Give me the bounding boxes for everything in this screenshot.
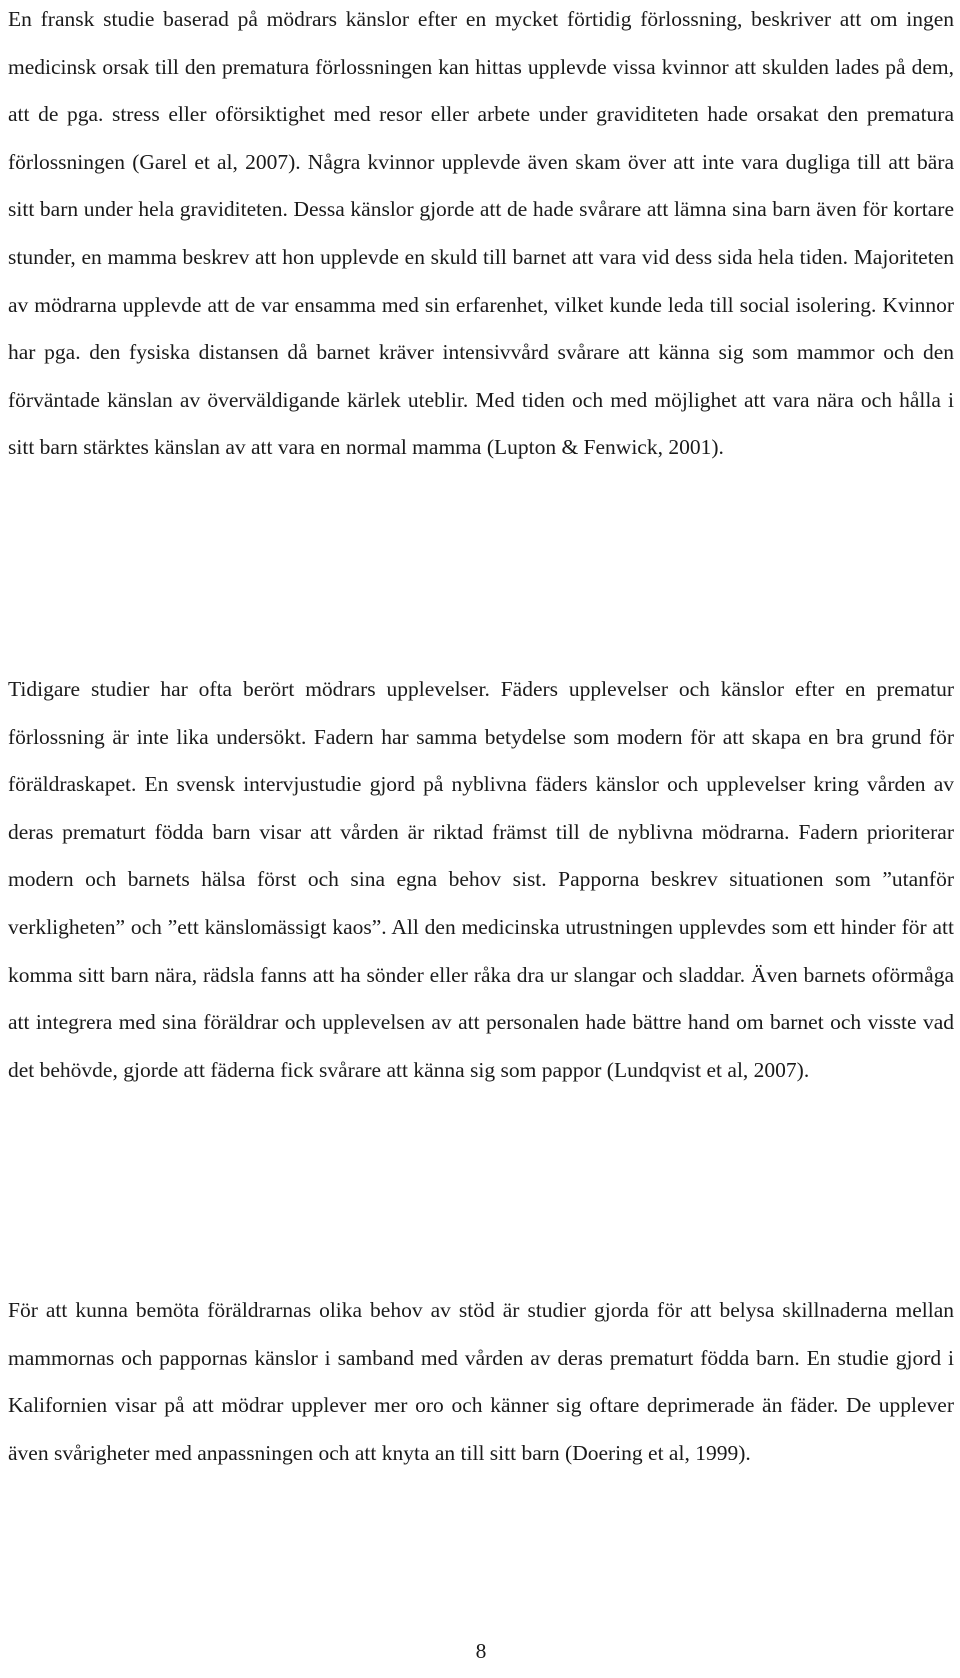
- paragraph-parents-differences: För att kunna bemöta föräldrarnas olika behov av stöd är studier gjorda för att belysa skillnaderna mellan mammornas och pappornas känslor i samband med vården av deras prematurt födda barn. En studie gjord i Kalifornien visar på att mödrar upplever mer oro och känner sig oftare deprimerade än fäder. De upplever även svårigheter med anpassningen och att knyta an till sitt barn (Doering et al, 1999).: [8, 1298, 954, 1465]
- paragraph-fathers-experiences: Tidigare studier har ofta berört mödrars upplevelser. Fäders upplevelser och känslor efter en prematur förlossning är inte lika undersökt. Fadern har samma betydelse som modern för att skapa en bra grund för föräldraskapet. En svensk intervjustudie gjord på nyblivna fäders känslor och upplevelser kring vården av deras prematurt födda barn visar att vården är riktad främst till de nyblivna mödrarna. Fadern prioriterar modern och barnets hälsa först och sina egna behov sist. Papporna beskrev situationen som ”utanför verkligheten” och ”ett känslomässigt kaos”. All den medicinska utrustningen upplevdes som ett hinder för att komma sitt barn nära, rädsla fanns att ha sönder eller råka dra ur slangar och sladdar. Även barnets oförmåga att integrera med sina föräldrar och upplevelsen av att personalen hade bättre hand om barnet och visste vad det behövde, gjorde att fäderna fick svårare att känna sig som pappor (Lundqvist et al, 2007).: [8, 677, 954, 1082]
- document-page: [8, 0, 954, 1678]
- paragraph-mothers-feelings: En fransk studie baserad på mödrars känslor efter en mycket förtidig förlossning, beskriver att om ingen medicinsk orsak till den prematura förlossningen kan hittas upplevde vissa kvinnor att skulden lades på dem, att de pga. stress eller oförsiktighet med resor eller arbete under graviditeten hade orsakat den prematura förlossningen (Garel et al, 2007). Några kvinnor upplevde även skam över att inte vara dugliga till att bära sitt barn under hela graviditeten. Dessa känslor gjorde att de hade svårare att lämna sina barn även för kortare stunder, en mamma beskrev att hon upplevde en skuld till barnet att vara vid dess sida hela tiden. Majoriteten av mödrarna upplevde att de var ensamma med sin erfarenhet, vilket kunde leda till social isolering. Kvinnor har pga. den fysiska distansen då barnet kräver intensivvård svårare att känna sig som mammor och den förväntade känslan av överväldigande kärlek uteblir. Med tiden och med möjlighet att vara nära och hålla i sitt barn stärktes känslan av att vara en normal mamma (Lupton & Fenwick, 2001).: [8, 7, 954, 460]
- page-number: 8: [475, 1639, 487, 1663]
